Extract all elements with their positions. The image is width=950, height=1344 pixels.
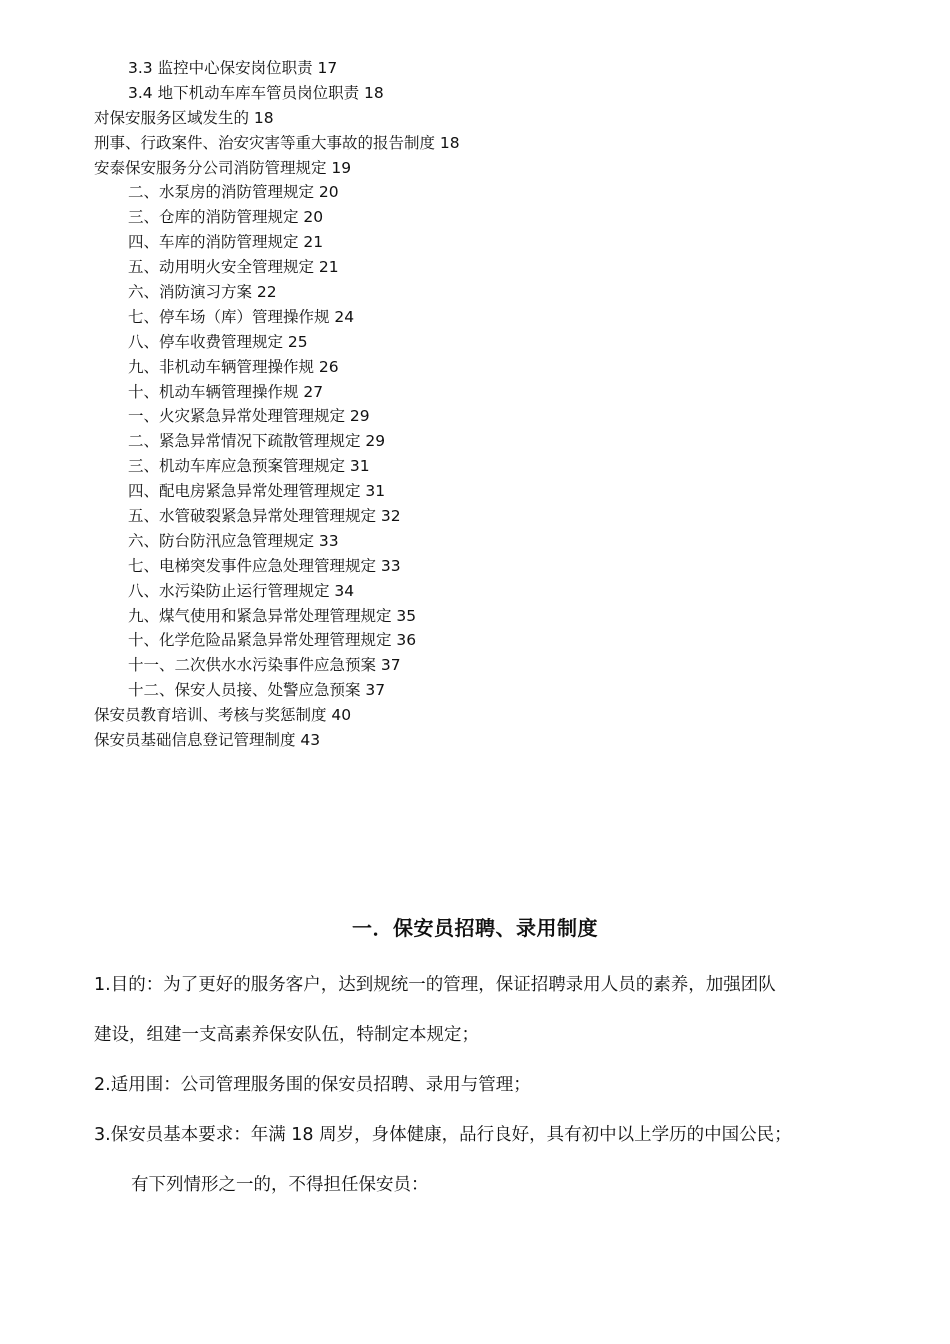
toc-entry[interactable]: 五、动用明火安全管理规定 21 (128, 258, 339, 277)
toc-entry[interactable]: 刑事、行政案件、治安灾害等重大事故的报告制度 18 (94, 133, 460, 152)
toc-entry[interactable]: 一、火灾紧急异常处理管理规定 29 (128, 407, 370, 426)
toc-entry[interactable]: 3.3 监控中心保安岗位职责 17 (128, 59, 338, 77)
body-paragraph: 有下列情形之一的，不得担任保安员： (131, 1175, 429, 1195)
section-heading: 一．保安员招聘、录用制度 (352, 916, 598, 940)
toc-entry[interactable]: 十、化学危险品紧急异常处理管理规定 36 (128, 631, 417, 650)
toc-entry[interactable]: 保安员基础信息登记管理制度 43 (94, 731, 321, 750)
body-paragraph: 建设，组建一支高素养保安队伍，特制定本规定； (94, 1025, 479, 1045)
toc-entry[interactable]: 三、仓库的消防管理规定 20 (128, 208, 324, 227)
table-of-contents (0, 56, 950, 753)
toc-entry[interactable]: 三、机动车库应急预案管理规定 31 (128, 457, 370, 476)
toc-entry[interactable]: 3.4 地下机动车库车管员岗位职责 18 (128, 83, 384, 102)
toc-entry[interactable]: 十二、保安人员接、处警应急预案 37 (128, 681, 386, 700)
toc-entry[interactable]: 对保安服务区域发生的 18 (94, 108, 274, 127)
toc-entry[interactable]: 安泰保安服务分公司消防管理规定 19 (94, 158, 352, 177)
toc-entry[interactable]: 九、煤气使用和紧急异常处理管理规定 35 (128, 606, 417, 625)
toc-entry[interactable]: 五、水管破裂紧急异常处理管理规定 32 (128, 507, 401, 526)
toc-entry[interactable]: 十、机动车辆管理操作规 27 (128, 382, 324, 401)
toc-entry[interactable]: 二、紧急异常情况下疏散管理规定 29 (128, 432, 386, 451)
toc-entry[interactable]: 保安员教育培训、考核与奖惩制度 40 (94, 706, 352, 725)
toc-entry[interactable]: 十一、二次供水水污染事件应急预案 37 (128, 656, 401, 675)
toc-entry[interactable]: 九、非机动车辆管理操作规 26 (128, 357, 339, 376)
section-body (94, 960, 854, 1210)
toc-entry[interactable]: 四、车库的消防管理规定 21 (128, 233, 324, 252)
body-paragraph: 2.适用围：公司管理服务围的保安员招聘、录用与管理； (94, 1075, 531, 1095)
body-paragraph: 1.目的：为了更好的服务客户，达到规统一的管理，保证招聘录用人员的素养，加强团队 (94, 975, 776, 995)
toc-entry[interactable]: 八、停车收费管理规定 25 (128, 332, 308, 351)
toc-entry[interactable]: 六、防台防汛应急管理规定 33 (128, 531, 339, 550)
toc-entry[interactable]: 六、消防演习方案 22 (128, 283, 277, 302)
toc-entry[interactable]: 四、配电房紧急异常处理管理规定 31 (128, 482, 386, 501)
toc-entry[interactable]: 七、停车场（库）管理操作规 24 (128, 307, 355, 326)
toc-entry[interactable]: 八、水污染防止运行管理规定 34 (128, 581, 355, 600)
body-paragraph: 3.保安员基本要求：年满 18 周岁，身体健康，品行良好，具有初中以上学历的中国公民； (94, 1125, 792, 1145)
toc-entry[interactable]: 七、电梯突发事件应急处理管理规定 33 (128, 556, 401, 575)
toc-entry[interactable]: 二、水泵房的消防管理规定 20 (128, 183, 339, 202)
